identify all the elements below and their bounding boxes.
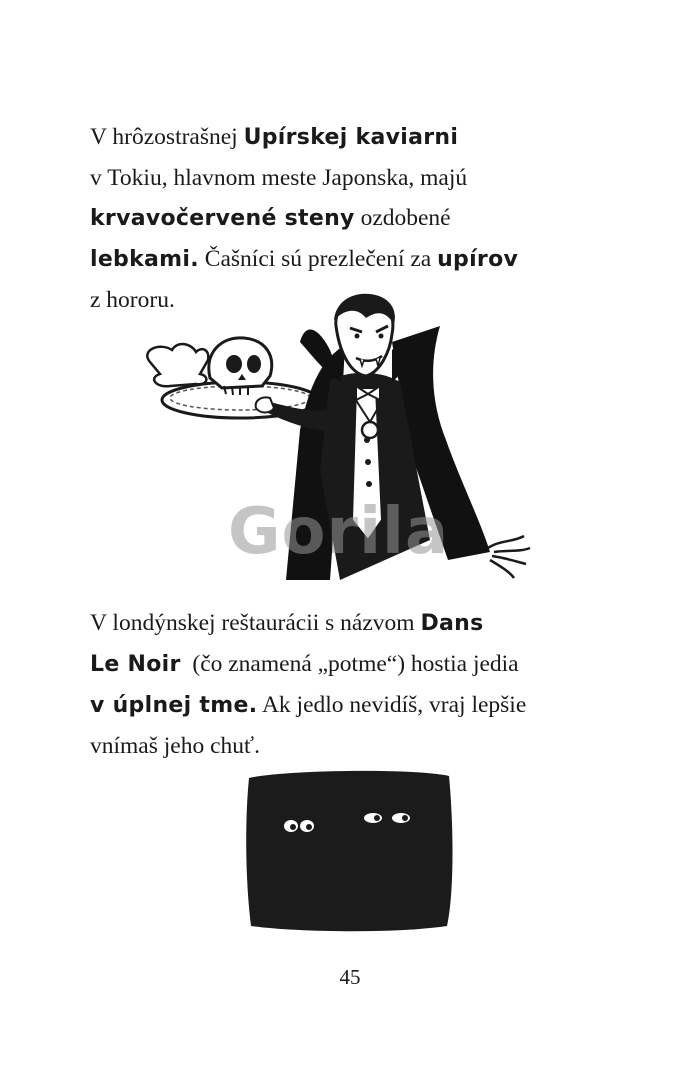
text-line xyxy=(90,117,630,158)
highlight-text: v úplnej tme. xyxy=(90,693,258,718)
dark-room-eyes-illustration xyxy=(243,768,455,933)
text-run: Čašníci sú prezlečení za xyxy=(198,246,438,272)
highlight-text: Dans xyxy=(420,611,484,636)
text-line xyxy=(90,239,630,280)
text-line xyxy=(90,726,630,766)
watermark-logo: Gorila xyxy=(228,495,450,569)
text-run: z hororu. xyxy=(90,287,175,313)
text-run: vnímaš jeho chuť. xyxy=(90,733,260,759)
highlight-text: Upírskej kaviarni xyxy=(243,125,459,150)
highlight-text: krvavočervené steny xyxy=(90,206,355,231)
text-run: Ak jedlo nevidíš, vraj lepšie xyxy=(257,692,527,718)
text-run: v Tokiu, hlavnom meste Japonska, majú xyxy=(90,165,468,191)
text-line xyxy=(90,603,630,644)
highlight-text: lebkami. xyxy=(90,247,199,272)
paragraph-dark-restaurant xyxy=(90,603,630,766)
highlight-text: upírov xyxy=(437,247,519,272)
text-run: (čo znamená „potme“) hostia jedia xyxy=(180,651,519,677)
text-run: V hrôzostrašnej xyxy=(90,124,244,150)
text-line xyxy=(90,685,630,726)
highlight-text: Le Noir xyxy=(90,652,181,677)
text-line xyxy=(90,644,630,685)
text-line xyxy=(90,198,630,239)
text-line xyxy=(90,158,630,198)
text-run: V londýnskej reštaurácii s názvom xyxy=(90,610,421,636)
page-number: 45 xyxy=(339,965,361,989)
text-run: ozdobené xyxy=(354,205,451,231)
